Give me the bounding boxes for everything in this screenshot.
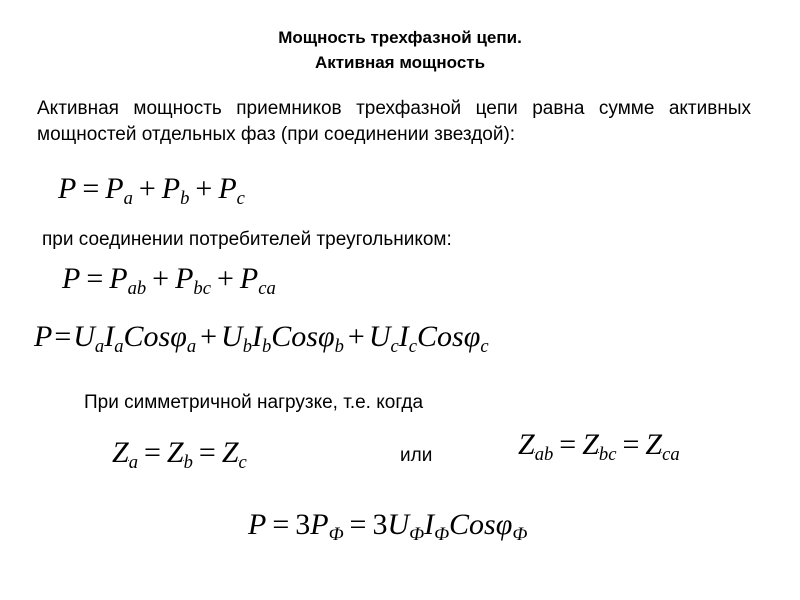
formula-z-equal-star: $Z_a = Z_b = Z_c$ [112, 436, 247, 473]
delta-connection-text: при соединении потребителей треугольником: [42, 229, 452, 250]
formula-phase-power: $P=U_aI_aCos\varphi_a + U_bI_bCos\varphi_b + U_cI_cCos\varphi_c$ [34, 320, 489, 357]
or-text: или [400, 445, 433, 466]
slide-title-line1: Мощность трехфазной цепи. [278, 28, 522, 47]
intro-paragraph: Активная мощность приемников трехфазной цепи равна сумме активных мощностей отдельных фаз (при соединении звездой): [37, 98, 751, 145]
formula-delta-sum: $P = P_{ab} + P_{bc} + P_{ca}$ [62, 262, 276, 299]
formula-star-sum: $P = P_a + P_b + P_c$ [58, 172, 245, 209]
formula-symmetric-power: $P = 3P_Ф = 3U_ФI_ФCos\varphi_Ф$ [248, 508, 528, 545]
formula-z-equal-delta: $Z_{ab} = Z_{bc} = Z_{ca}$ [518, 428, 680, 465]
symmetric-load-text: При симметричной нагрузке, т.е. когда [84, 392, 424, 413]
slide-title-line2: Активная мощность [314, 53, 486, 72]
